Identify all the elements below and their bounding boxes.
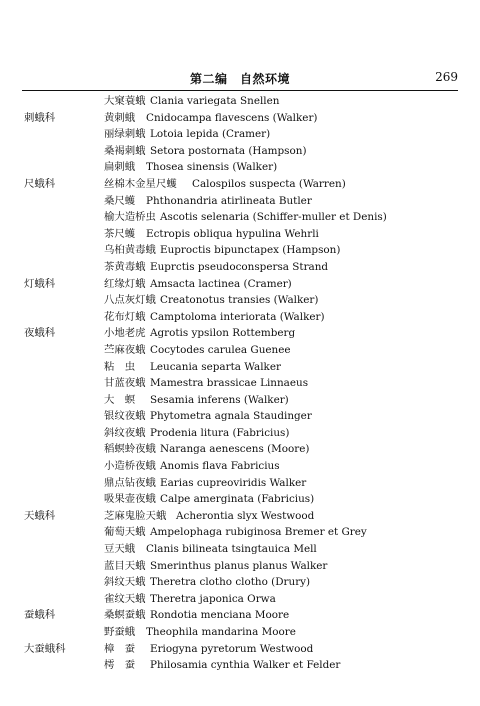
scientific-name: Anomis flava Fabricius [160, 460, 280, 473]
species-row [0, 641, 480, 658]
chinese-name: 粘 虫 [104, 360, 136, 373]
species-row [0, 309, 480, 326]
species-row [0, 292, 480, 309]
species-row [0, 259, 480, 276]
chinese-name: 葡萄天蛾 [104, 526, 146, 539]
chinese-name: 大窠蓑蛾 [104, 95, 146, 107]
species-row [0, 441, 480, 458]
family-name: 刺蛾科 [24, 111, 56, 124]
species-row [0, 226, 480, 243]
species-row [0, 475, 480, 492]
family-name: 夜蛾科 [24, 327, 56, 340]
chinese-name: 豆天蛾 [104, 543, 136, 556]
page-number: 269 [435, 70, 458, 84]
chinese-name: 小造桥夜蛾 [104, 460, 156, 473]
family-name: 天蛾科 [24, 509, 56, 522]
species-row [0, 425, 480, 442]
scientific-name: Theretra clotho clotho (Drury) [150, 576, 311, 589]
scientific-name: Ascotis selenaria (Schiffer-muller et Denis) [160, 211, 387, 224]
scientific-name: Rondotia menciana Moore [150, 609, 290, 622]
scientific-name: Creatonotus transies (Walker) [160, 294, 319, 307]
species-row [0, 508, 480, 525]
family-name: 灯蛾科 [24, 277, 56, 290]
species-row [0, 126, 480, 143]
family-name: 尺蛾科 [24, 177, 56, 190]
chinese-name: 乌桕黄毒蛾 [104, 244, 156, 257]
scientific-name: Theretra japonica Orwa [150, 592, 276, 605]
scientific-name: Thosea sinensis (Walker) [146, 161, 278, 174]
scientific-name: Cocytodes carulea Guenee [150, 343, 291, 356]
scientific-name: Prodenia litura (Fabricius) [150, 426, 290, 439]
scientific-name: Calospilos suspecta (Warren) [192, 177, 346, 190]
species-row [0, 541, 480, 558]
scientific-name: Philosamia cynthia Walker et Felder [150, 659, 341, 672]
species-row [0, 624, 480, 641]
scientific-name: Clanis bilineata tsingtauica Mell [146, 543, 317, 556]
species-row [0, 242, 480, 259]
scientific-name: Sesamia inferens (Walker) [150, 393, 289, 406]
species-row [0, 276, 480, 293]
chinese-name: 茶黄毒蛾 [104, 260, 146, 273]
chinese-name: 斜纹天蛾 [104, 576, 146, 589]
chinese-name: 樗 蚕 [104, 659, 136, 672]
species-row [0, 359, 480, 376]
species-row [0, 159, 480, 176]
chinese-name: 榆大造桥虫 [104, 211, 156, 224]
chinese-name: 丝棉木金星尺蠖 [104, 177, 177, 190]
species-row [0, 110, 480, 127]
chinese-name: 丽绿刺蛾 [104, 128, 146, 141]
species-row [0, 524, 480, 541]
chinese-name: 八点灰灯蛾 [104, 294, 156, 307]
species-row [0, 607, 480, 624]
scientific-name: Calpe amerginata (Fabricius) [160, 493, 315, 506]
chinese-name: 苎麻夜蛾 [104, 343, 146, 356]
chinese-name: 茶尺蠖 [104, 227, 136, 240]
scientific-name: Lotoia lepida (Cramer) [150, 128, 271, 141]
scientific-name: Camptoloma interiorata (Walker) [150, 310, 325, 323]
chinese-name: 蓝目天蛾 [104, 559, 146, 572]
species-row [0, 176, 480, 193]
chinese-name: 红缘灯蛾 [104, 277, 146, 290]
species-row [0, 342, 480, 359]
scientific-name: Earias cupreoviridis Walker [160, 476, 307, 489]
chapter-title: 第二编 自然环境 [189, 72, 290, 86]
chinese-name: 大 螟 [104, 393, 136, 406]
scientific-name: Agrotis ypsilon Rottemberg [150, 327, 296, 340]
species-row [0, 325, 480, 342]
scientific-name: Eriogyna pyretorum Westwood [150, 642, 314, 655]
chinese-name: 银纹夜蛾 [104, 410, 146, 423]
chinese-name: 桑褐刺蛾 [104, 144, 146, 157]
chinese-name: 斜纹夜蛾 [104, 426, 146, 439]
chinese-name: 甘蓝夜蛾 [104, 377, 146, 390]
chinese-name: 稻螟蛉夜蛾 [104, 443, 156, 456]
species-row [0, 375, 480, 392]
chinese-name: 鼎点钻夜蛾 [104, 476, 156, 489]
scientific-name: Leucania separta Walker [150, 360, 281, 373]
chinese-name: 桑螟蚕蛾 [104, 609, 146, 622]
scientific-name: Mamestra brassicae Linnaeus [150, 377, 309, 390]
chinese-name: 花布灯蛾 [104, 310, 146, 323]
family-name: 大蚕蛾科 [24, 642, 66, 655]
scientific-name: Phytometra agnala Staudinger [150, 410, 312, 423]
scientific-name: Euprctis pseudoconspersa Strand [150, 260, 329, 273]
species-row [0, 574, 480, 591]
species-row [0, 143, 480, 160]
species-list [0, 93, 480, 674]
scientific-name: Theophila mandarina Moore [146, 626, 296, 638]
species-row [0, 657, 480, 674]
chinese-name: 樟 蚕 [104, 642, 136, 655]
scientific-name: Smerinthus planus planus Walker [150, 559, 328, 572]
scientific-name: Setora postornata (Hampson) [150, 144, 307, 157]
species-row [0, 408, 480, 425]
scientific-name: Naranga aenescens (Moore) [160, 443, 310, 456]
species-row [0, 558, 480, 575]
chinese-name: 吸果壶夜蛾 [104, 493, 156, 506]
chinese-name: 小地老虎 [104, 327, 146, 340]
scientific-name: Phthonandria atirlineata Butler [146, 194, 312, 207]
family-name: 蚕蛾科 [24, 609, 56, 622]
species-row [0, 491, 480, 508]
species-row [0, 93, 480, 110]
scientific-name: Amsacta lactinea (Cramer) [150, 277, 292, 290]
species-row [0, 193, 480, 210]
header-rule [22, 90, 458, 91]
scientific-name: Cnidocampa flavescens (Walker) [146, 111, 318, 124]
chinese-name: 桑尺蠖 [104, 194, 136, 207]
species-row [0, 209, 480, 226]
species-row [0, 591, 480, 608]
species-row [0, 392, 480, 409]
chinese-name: 黄刺蛾 [104, 111, 136, 124]
scientific-name: Clania variegata Snellen [150, 95, 280, 107]
chinese-name: 野蚕蛾 [104, 626, 136, 638]
scientific-name: Euproctis bipunctapex (Hampson) [160, 244, 341, 257]
chinese-name: 芝麻鬼脸天蛾 [104, 509, 167, 522]
page-header [22, 70, 458, 88]
scientific-name: Acherontia slyx Westwood [176, 509, 315, 522]
scientific-name: Ampelophaga rubiginosa Bremer et Grey [150, 526, 367, 539]
scientific-name: Ectropis obliqua hypulina Wehrli [146, 227, 319, 240]
chinese-name: 扁刺蛾 [104, 161, 136, 174]
chinese-name: 雀纹天蛾 [104, 592, 146, 605]
species-row [0, 458, 480, 475]
